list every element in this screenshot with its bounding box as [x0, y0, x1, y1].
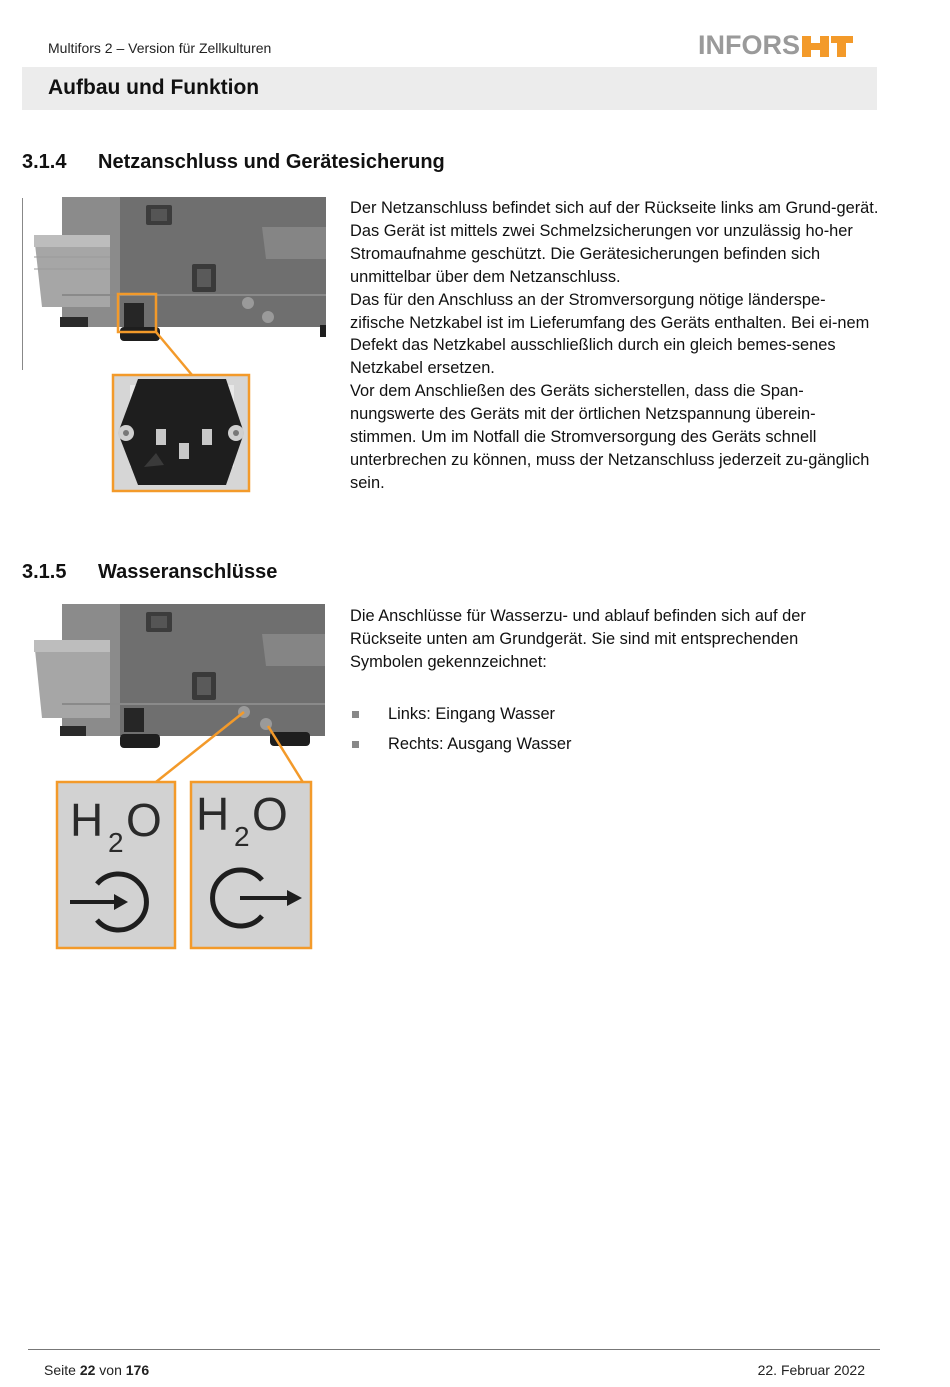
paragraph: Vor dem Anschließen des Geräts sicherstellen, dass die Span-nungswerte des Geräts mit der örtlichen Netzspannung überein-stimmen. Um im Notfall die Stromversorgung des Geräts schnell unterbrechen zu können, muss der Netzanschluss jederzeit zu-gänglich sein. [350, 382, 870, 492]
inlet-pin [202, 429, 212, 445]
device-foot [120, 327, 160, 341]
page-mid: von [95, 1362, 126, 1378]
paragraph: Das Gerät ist mittels zwei Schmelzsicherungen vor unzulässig ho-her Stromaufnahme geschützt. Die Gerätesicherungen befinden sich unmittelbar über dem Netzanschluss. [350, 221, 853, 286]
power-connector-illustration [30, 197, 326, 497]
logo-mark-t [831, 36, 853, 57]
paragraph: Das für den Anschluss an der Stromversorgung nötige länderspe-zifische Netzkabel ist im Lieferumfang des Geräts enthalten. Bei ei-nem Defekt das Netzkabel ausschließlich durch ein gleich bemes-senes Netzkabel ersetzen. [350, 290, 870, 378]
section-title: Netzanschluss und Gerätesicherung [98, 151, 445, 173]
section-title: Wasseranschlüsse [98, 561, 278, 583]
list-item [350, 703, 571, 733]
paragraph: Der Netzanschluss befindet sich auf der Rückseite links am Grund-gerät. [350, 199, 879, 217]
list-item [350, 733, 571, 763]
device-foot [60, 317, 88, 327]
symbol-subscript: 2 [108, 827, 124, 858]
document-title: Multifors 2 – Version für Zellkulturen [48, 40, 272, 56]
list-item-text: Rechts: Ausgang Wasser [388, 735, 572, 753]
logo-mark-h [802, 36, 829, 57]
section-body [350, 197, 880, 495]
margin-rule [22, 198, 23, 370]
page-number [44, 1362, 149, 1378]
chapter-title: Aufbau und Funktion [48, 76, 260, 99]
symbol-o: O [126, 794, 162, 846]
symbol-h: H [70, 794, 104, 846]
water-connector-icon [242, 297, 254, 309]
symbol-h: H [196, 788, 230, 840]
section-body [350, 605, 870, 674]
mains-socket [124, 708, 144, 732]
bullet-square-icon [352, 741, 359, 748]
page-prefix: Seite [44, 1362, 80, 1378]
water-connections-illustration [30, 604, 325, 954]
page-total: 176 [125, 1362, 150, 1378]
symbol-o: O [252, 788, 288, 840]
water-connector-icon [262, 311, 274, 323]
list-item-text: Links: Eingang Wasser [388, 705, 556, 723]
section-number: 3.1.4 [22, 151, 67, 173]
footer-rule [28, 1349, 880, 1350]
inlet-pin [156, 429, 166, 445]
infors-ht-logo [698, 28, 858, 62]
water-connection-list [350, 703, 571, 763]
iec-inlet [118, 379, 244, 485]
footer-date: 22. Februar 2022 [757, 1362, 865, 1378]
symbol-subscript: 2 [234, 821, 250, 852]
inlet-pin [179, 443, 189, 459]
bullet-square-icon [352, 711, 359, 718]
page-current: 22 [79, 1362, 96, 1378]
paragraph: Die Anschlüsse für Wasserzu- und ablauf befinden sich auf der Rückseite unten am Grundgerät. Sie sind mit entsprechenden Symbolen gekennzeichnet: [350, 607, 806, 671]
mains-socket [124, 303, 144, 331]
logo-text-infors: INFORS [698, 30, 801, 60]
section-number: 3.1.5 [22, 561, 67, 583]
